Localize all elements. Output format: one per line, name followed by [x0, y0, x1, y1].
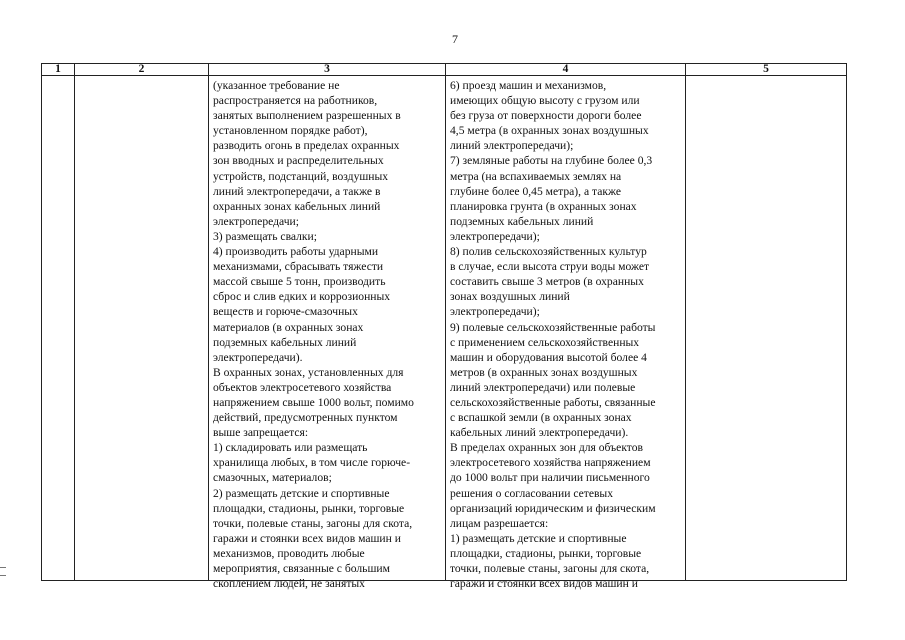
text-line: линий электропередачи, а также в — [213, 184, 381, 198]
cell-col-1 — [42, 76, 75, 581]
text-line: 1) размещать детские и спортивные — [450, 531, 627, 545]
text-line: гаражи и стоянки всех видов машин и — [213, 531, 401, 545]
text-line: в случае, если высота струи воды может — [450, 260, 650, 274]
text-line: точки, полевые станы, загоны для скота, — [450, 562, 650, 575]
text-line: распространяется на работников, — [213, 94, 378, 108]
text-line: скоплением людей, не занятых — [213, 577, 365, 591]
text-line: выше запрещается: — [213, 426, 309, 440]
text-line: составить свыше 3 метров (в охранных — [450, 275, 644, 289]
text-line: без груза от поверхности дороги более — [450, 109, 642, 123]
text-line: до 1000 вольт при наличии письменного — [450, 471, 650, 485]
column-header-5: 5 — [686, 64, 847, 76]
column-header-1: 1 — [42, 64, 75, 76]
text-line: сельскохозяйственные работы, связанные — [450, 395, 656, 409]
text-line: охранных зонах кабельных линий — [213, 199, 381, 213]
text-line: материалов (в охранных зонах — [213, 320, 364, 334]
table-row — [42, 76, 847, 581]
text-line: механизмами, сбрасывать тяжести — [213, 260, 384, 274]
text-line: линий электропередачи); — [450, 139, 574, 153]
text-line: с применением сельскохозяйственных — [450, 335, 640, 349]
text-line: В пределах охранных зон для объектов — [450, 441, 643, 455]
text-line: имеющих общую высоту с грузом или — [450, 94, 640, 108]
page-number: 7 — [452, 32, 458, 46]
text-line: электропередачи). — [213, 350, 303, 364]
text-line: механизмов, проводить любые — [213, 546, 365, 560]
text-line: метров (в охранных зонах воздушных — [450, 365, 638, 379]
text-line: электропередачи); — [450, 305, 540, 319]
text-line: гаражи и стоянки всех видов машин и — [450, 577, 638, 591]
text-line: 7) земляные работы на глубине более 0,3 — [450, 154, 653, 168]
text-line: В охранных зонах, установленных для — [213, 365, 404, 379]
text-line: организаций юридическим и физическим — [450, 501, 656, 515]
table-header-row — [42, 64, 847, 76]
text-line: подземных кабельных линий — [450, 214, 594, 228]
cell-col-3 — [209, 76, 446, 591]
text-line: 2) размещать детские и спортивные — [213, 486, 390, 500]
text-line: решения о согласовании сетевых — [450, 486, 614, 500]
text-line: напряжением свыше 1000 вольт, помимо — [213, 395, 414, 409]
margin-mark — [0, 567, 6, 576]
text-line: кабельных линий электропередачи). — [450, 426, 629, 440]
text-line: подземных кабельных линий — [213, 335, 357, 349]
text-line: лицам разрешается: — [450, 516, 549, 530]
text-line: 9) полевые сельскохозяйственные работы — [450, 320, 656, 334]
text-line: занятых выполнением разрешенных в — [213, 109, 401, 123]
text-line: веществ и горюче-смазочных — [213, 305, 358, 319]
text-line: глубине более 0,45 метра), а также — [450, 184, 621, 198]
text-line: площадки, стадионы, рынки, торговые — [213, 501, 405, 515]
cell-col-2 — [75, 76, 209, 581]
text-line: 6) проезд машин и механизмов, — [450, 79, 607, 92]
text-line: электропередачи); — [450, 229, 540, 243]
column-header-4: 4 — [446, 64, 686, 76]
text-line: смазочных, материалов; — [213, 471, 332, 485]
column-header-2: 2 — [75, 64, 209, 76]
text-line: действий, предусмотренных пунктом — [213, 411, 398, 425]
text-line: электропередачи; — [213, 214, 299, 228]
text-line: мероприятия, связанные с большим — [213, 562, 390, 575]
text-line: 1) складировать или размещать — [213, 441, 368, 455]
text-line: объектов электросетевого хозяйства — [213, 380, 392, 394]
text-line: электросетевого хозяйства напряжением — [450, 456, 651, 470]
text-line: зон вводных и распределительных — [213, 154, 384, 168]
text-line: 3) размещать свалки; — [213, 229, 317, 243]
column-header-3: 3 — [209, 64, 446, 76]
cell-col-4 — [446, 76, 686, 591]
text-line: сброс и слив едких и коррозионных — [213, 290, 391, 304]
text-line: машин и оборудования высотой более 4 — [450, 350, 647, 364]
text-line: 4) производить работы ударными — [213, 245, 379, 259]
text-line: планировка грунта (в охранных зонах — [450, 199, 637, 213]
text-line: 8) полив сельскохозяйственных культур — [450, 245, 647, 259]
text-line: точки, полевые станы, загоны для скота, — [213, 516, 413, 530]
text-line: метра (на вспахиваемых землях на — [450, 169, 622, 183]
text-line: (указанное требование не — [213, 79, 340, 92]
text-line: линий электропередачи) или полевые — [450, 380, 636, 394]
text-line: хранилища любых, в том числе горюче- — [213, 456, 411, 470]
text-line: разводить огонь в пределах охранных — [213, 139, 400, 153]
text-line: зонах воздушных линий — [450, 290, 570, 304]
text-line: с вспашкой земли (в охранных зонах — [450, 411, 632, 425]
text-line: устройств, подстанций, воздушных — [213, 169, 389, 183]
text-line: площадки, стадионы, рынки, торговые — [450, 546, 642, 560]
text-line: массой свыше 5 тонн, производить — [213, 275, 386, 289]
document-table — [41, 63, 847, 591]
text-line: 4,5 метра (в охранных зонах воздушных — [450, 124, 649, 138]
cell-col-5 — [686, 76, 847, 581]
text-line: установленном порядке работ), — [213, 124, 368, 138]
